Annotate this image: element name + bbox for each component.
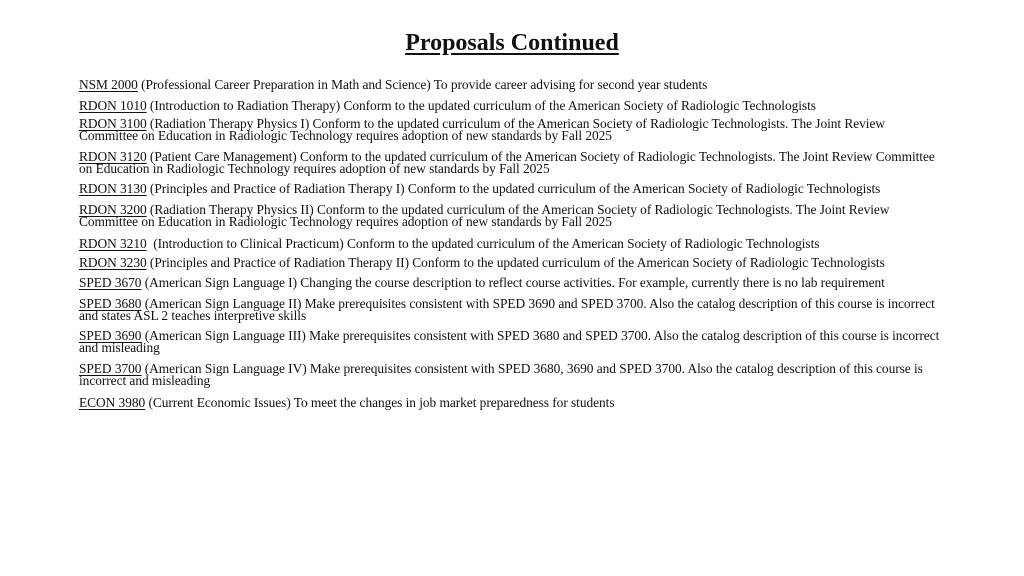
list-item — [79, 254, 947, 270]
page-title: Proposals Continued — [405, 30, 619, 56]
proposal-description: (American Sign Language I) Changing the course description to reflect course activities. For example, currently there is no lab requirement — [141, 275, 885, 290]
course-code-link[interactable]: RDON 3200 — [79, 201, 147, 217]
course-code-link[interactable]: NSM 2000 — [79, 77, 138, 92]
course-code-link[interactable]: RDON 3230 — [79, 254, 147, 270]
list-item — [79, 118, 947, 142]
proposal-description: (Patient Care Management) Conform to the updated curriculum of the American Society of Radiologic Technologists. The Joint Review Committee on Education in Radiologic Technology requires adoption of new standards by Fall 2025 — [79, 148, 935, 176]
list-item — [79, 236, 947, 252]
list-item — [79, 277, 947, 289]
proposal-description: (Radiation Therapy Physics II) Conform to the updated curriculum of the American Society of Radiologic Technologists. The Joint Review Committee on Education in Radiologic Technology requires adoption of new standards by Fall 2025 — [79, 201, 890, 229]
proposal-description: (American Sign Language II) Make prerequisites consistent with SPED 3690 and SPED 3700. Also the catalog description of this course is incorrect and states ASL 2 teaches interpretive skills — [79, 295, 935, 323]
proposal-description: (Principles and Practice of Radiation Therapy I) Conform to the updated curriculum of the American Society of Radiologic Technologists — [146, 181, 881, 196]
proposal-description: (American Sign Language IV) Make prerequisites consistent with SPED 3680, 3690 and SPED 3700. Also the catalog description of this course is incorrect and misleading — [79, 360, 923, 388]
proposal-description: (American Sign Language III) Make prerequisites consistent with SPED 3680 and SPED 3700. Also the catalog description of this course is incorrect and misleading — [79, 328, 940, 355]
course-code-link[interactable]: SPED 3680 — [79, 295, 142, 311]
course-code-link[interactable]: SPED 3670 — [79, 275, 142, 290]
list-item — [79, 330, 947, 354]
list-item — [79, 395, 947, 411]
list-item — [79, 201, 947, 229]
list-item — [79, 295, 947, 323]
list-item — [79, 98, 947, 114]
proposal-description: (Current Economic Issues) To meet the changes in job market preparedness for students — [145, 395, 615, 410]
list-item — [79, 183, 947, 195]
course-code-link[interactable]: SPED 3690 — [79, 328, 142, 343]
course-code-link[interactable]: RDON 3210 — [79, 236, 147, 251]
course-code-link[interactable]: RDON 3120 — [79, 148, 147, 164]
course-code-link[interactable]: RDON 3130 — [79, 181, 147, 196]
list-item — [79, 360, 947, 388]
proposal-description: (Introduction to Radiation Therapy) Conform to the updated curriculum of the American Society of Radiologic Technologists — [146, 97, 816, 113]
proposal-description: (Professional Career Preparation in Math and Science) To provide career advising for second year students — [137, 77, 708, 92]
list-item — [79, 148, 947, 176]
proposal-description: (Principles and Practice of Radiation Therapy II) Conform to the updated curriculum of the American Society of Radiologic Technologists — [146, 254, 885, 270]
list-item — [79, 77, 947, 93]
proposal-description: (Radiation Therapy Physics I) Conform to the updated curriculum of the American Society of Radiologic Technologists. The Joint Review Committee on Education in Radiologic Technology requires adoption of new standards by Fall 2025 — [79, 116, 885, 143]
course-code-link[interactable]: RDON 3100 — [79, 116, 147, 131]
proposal-list — [79, 77, 947, 416]
course-code-link[interactable]: SPED 3700 — [79, 360, 142, 376]
course-code-link[interactable]: ECON 3980 — [79, 395, 146, 410]
proposal-description: (Introduction to Clinical Practicum) Conform to the updated curriculum of the American Society of Radiologic Technologists — [146, 236, 820, 251]
course-code-link[interactable]: RDON 1010 — [79, 97, 147, 113]
